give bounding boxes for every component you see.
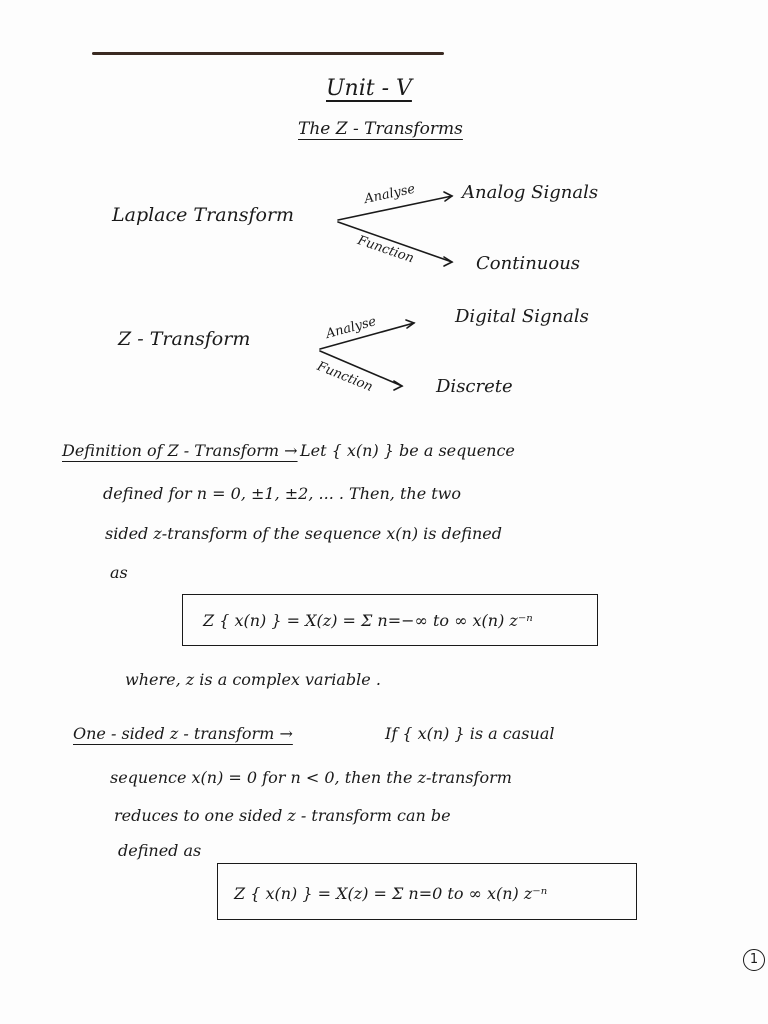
unit-title: Unit - V bbox=[326, 76, 412, 101]
continuous-label: Continuous bbox=[476, 253, 581, 274]
laplace-analyse-label: Analyse bbox=[363, 181, 417, 207]
page-number: 1 bbox=[743, 949, 765, 971]
page-title: The Z - Transforms bbox=[298, 119, 463, 139]
z-function-arrowhead bbox=[394, 381, 402, 390]
one-sided-line-4: defined as bbox=[118, 841, 202, 860]
definition-line-1: Let { x(n) } be a sequence bbox=[300, 441, 515, 460]
laplace-function-label: Function bbox=[355, 233, 416, 267]
one-sided-line-2: sequence x(n) = 0 for n < 0, then the z-transform bbox=[110, 768, 512, 787]
analog-signals-label: Analog Signals bbox=[462, 182, 599, 203]
two-sided-formula: Z { x(n) } = X(z) = Σ n=−∞ to ∞ x(n) z⁻ⁿ bbox=[203, 611, 533, 630]
definition-line-4: as bbox=[110, 563, 128, 582]
z-transform-label: Z - Transform bbox=[118, 328, 251, 350]
definition-line-2: defined for n = 0, ±1, ±2, ... . Then, the two bbox=[103, 484, 462, 503]
one-sided-heading: One - sided z - transform → bbox=[73, 724, 293, 743]
digital-signals-label: Digital Signals bbox=[455, 306, 589, 327]
discrete-label: Discrete bbox=[436, 376, 513, 397]
two-sided-formula-box bbox=[182, 594, 598, 646]
one-sided-line-3: reduces to one sided z - transform can be bbox=[114, 806, 451, 825]
one-sided-formula: Z { x(n) } = X(z) = Σ n=0 to ∞ x(n) z⁻ⁿ bbox=[234, 884, 548, 903]
laplace-label: Laplace Transform bbox=[112, 204, 295, 226]
where-note: where, z is a complex variable . bbox=[125, 670, 381, 689]
z-function-label: Function bbox=[314, 359, 375, 395]
one-sided-line-1: If { x(n) } is a casual bbox=[385, 724, 555, 743]
laplace-function-arrowhead bbox=[444, 257, 452, 266]
z-analyse-label: Analyse bbox=[324, 314, 378, 342]
one-sided-formula-box bbox=[217, 863, 637, 920]
definition-heading: Definition of Z - Transform → bbox=[62, 441, 298, 460]
definition-line-3: sided z-transform of the sequence x(n) is defined bbox=[105, 524, 502, 543]
